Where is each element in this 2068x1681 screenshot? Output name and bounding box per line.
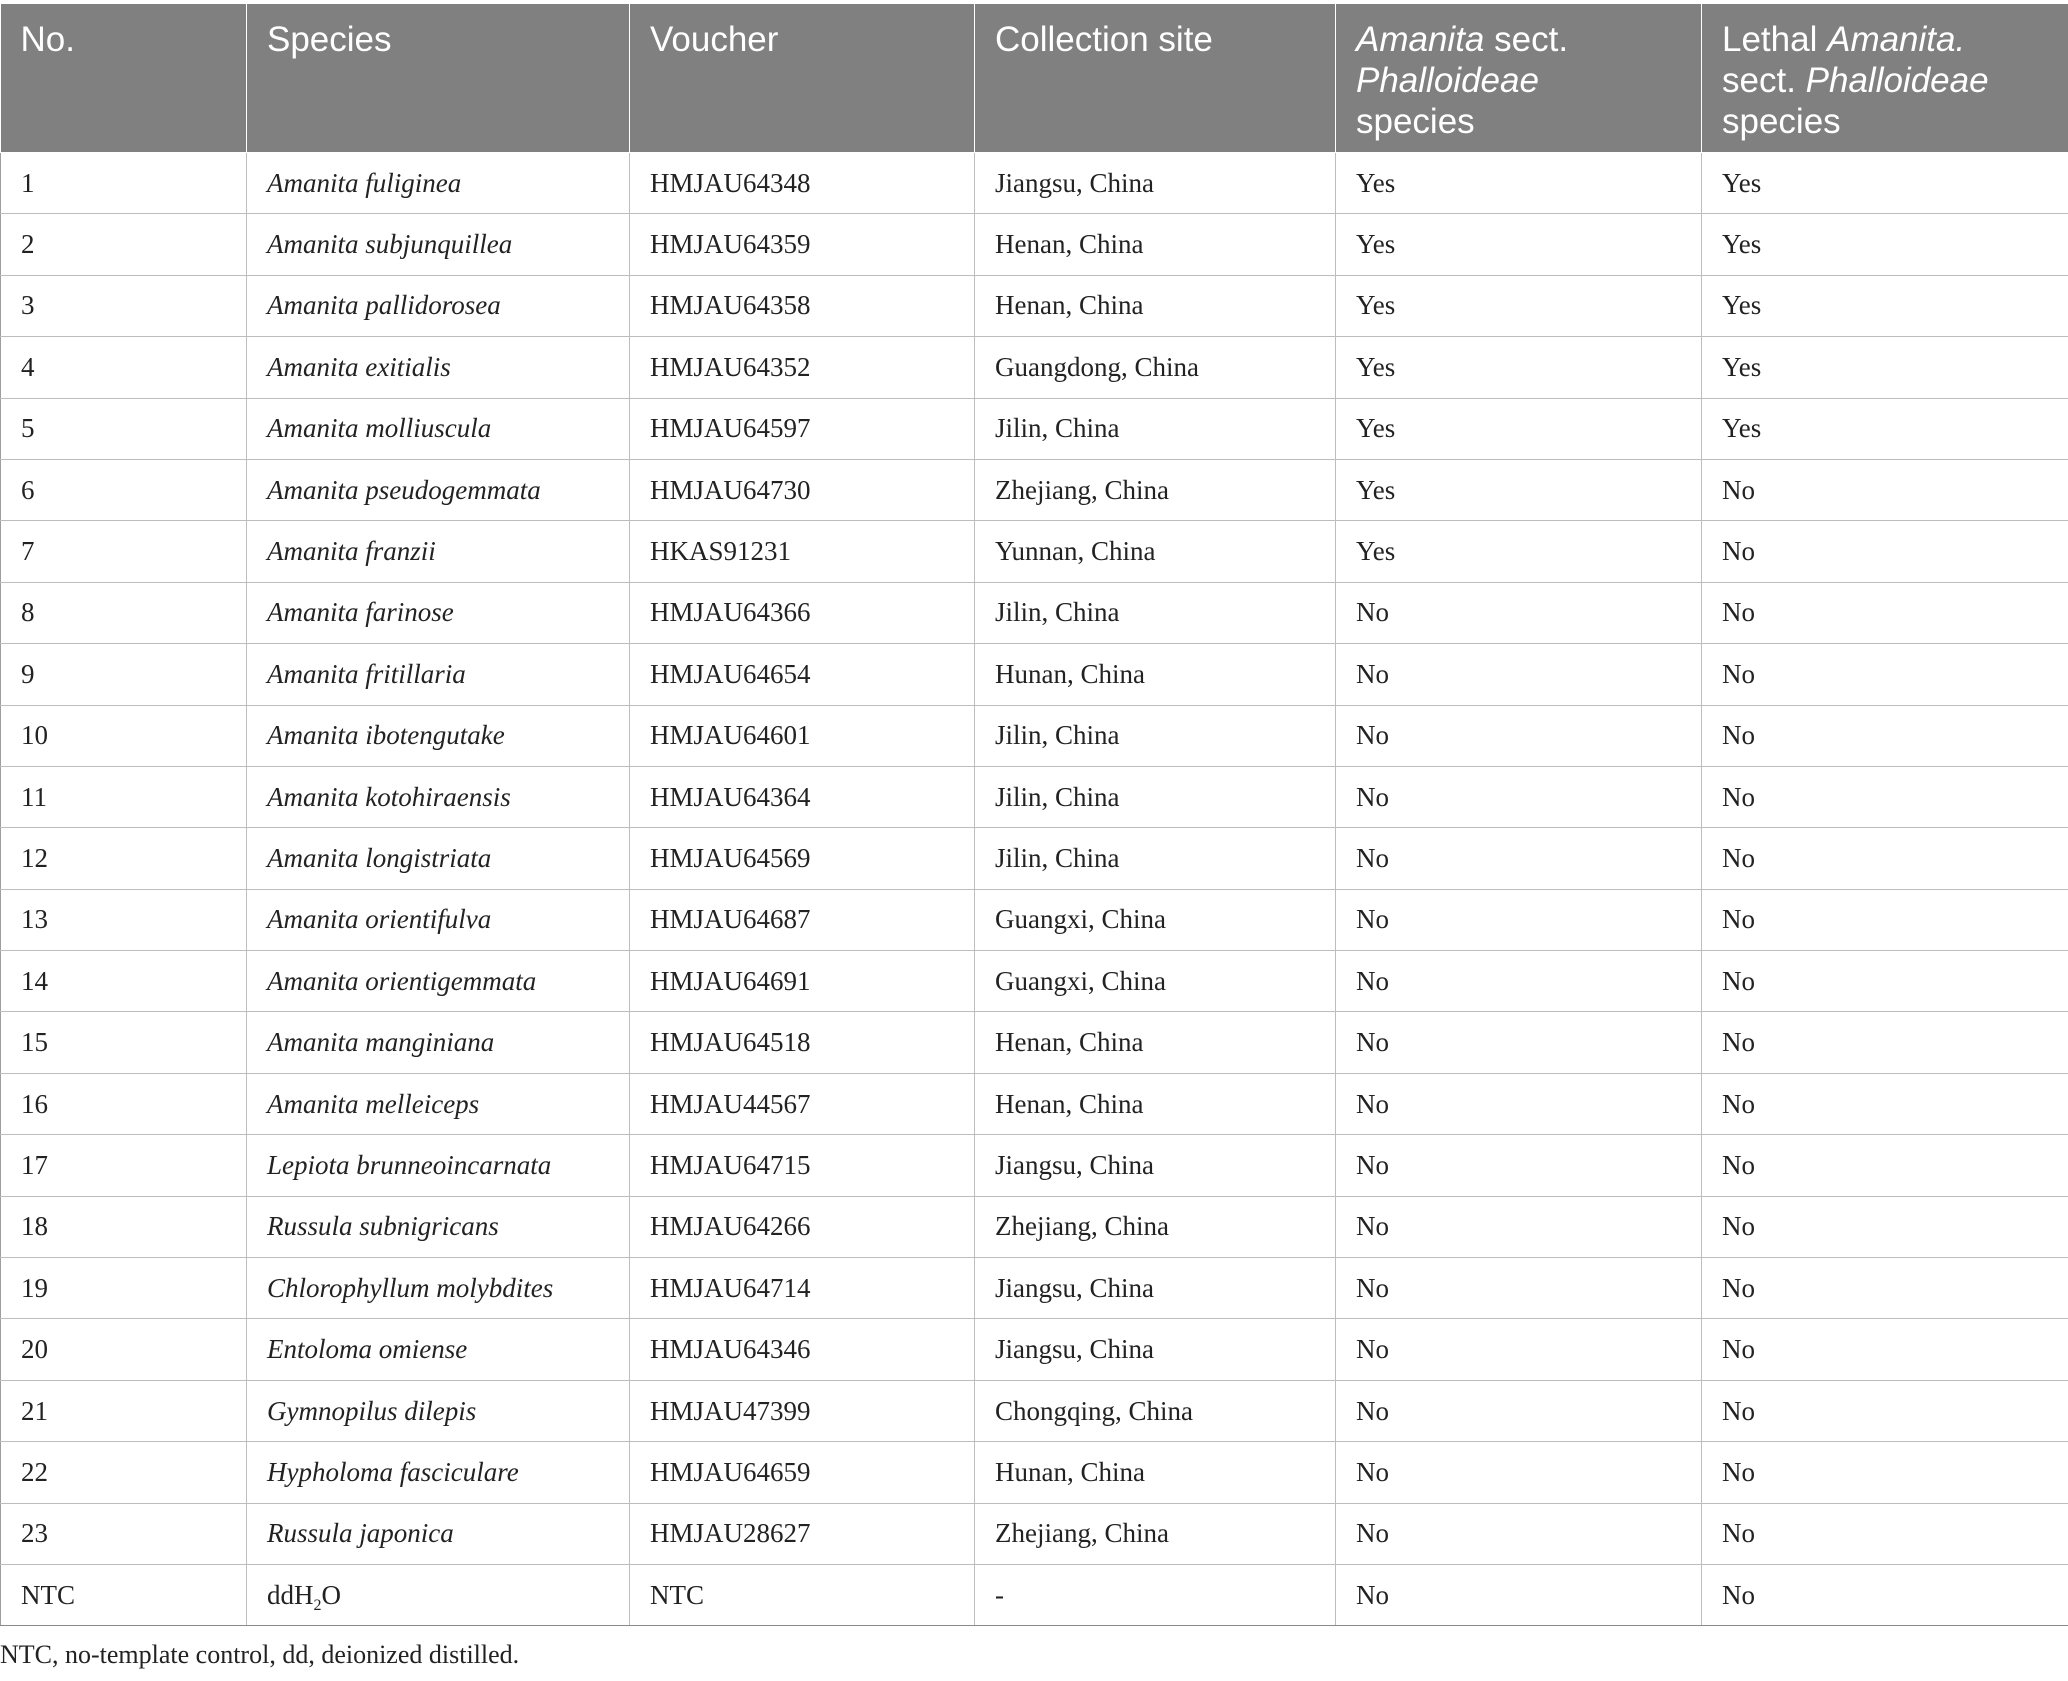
table-footnote: NTC, no-template control, dd, deionized distilled. [0, 1640, 520, 1669]
cell-no: 3 [1, 275, 247, 336]
cell-no: 19 [1, 1258, 247, 1319]
cell-collection-site: Jilin, China [975, 828, 1336, 889]
cell-lethal-phalloideae: Yes [1702, 214, 2068, 275]
cell-voucher: HMJAU64366 [630, 582, 975, 643]
cell-sect-phalloideae: No [1336, 582, 1702, 643]
cell-species: Amanita molliuscula [247, 398, 630, 459]
table-row [1, 521, 2068, 582]
table-row [1, 1503, 2068, 1564]
cell-collection-site: Henan, China [975, 1012, 1336, 1073]
ddh2o-subscript: 2 [313, 1596, 322, 1614]
cell-voucher: NTC [630, 1564, 975, 1625]
cell-lethal-phalloideae: No [1702, 1503, 2068, 1564]
table-row-ntc [1, 1564, 2068, 1625]
cell-species: Amanita pseudogemmata [247, 459, 630, 520]
cell-voucher: HMJAU64348 [630, 153, 975, 214]
cell-collection-site: Jilin, China [975, 398, 1336, 459]
cell-lethal-phalloideae: Yes [1702, 153, 2068, 214]
cell-lethal-phalloideae: No [1702, 644, 2068, 705]
cell-collection-site: Henan, China [975, 214, 1336, 275]
cell-voucher: HMJAU64358 [630, 275, 975, 336]
header-voucher: Voucher [630, 4, 975, 153]
cell-collection-site: - [975, 1564, 1336, 1625]
cell-sect-phalloideae: No [1336, 1258, 1702, 1319]
cell-species: Amanita exitialis [247, 337, 630, 398]
cell-voucher: HMJAU64569 [630, 828, 975, 889]
cell-sect-phalloideae: No [1336, 644, 1702, 705]
cell-sect-phalloideae: Yes [1336, 459, 1702, 520]
table-row [1, 1442, 2068, 1503]
cell-voucher: HMJAU64654 [630, 644, 975, 705]
cell-voucher: HMJAU47399 [630, 1380, 975, 1441]
cell-collection-site: Yunnan, China [975, 521, 1336, 582]
cell-sect-phalloideae: No [1336, 1135, 1702, 1196]
cell-sect-phalloideae: No [1336, 705, 1702, 766]
cell-sect-phalloideae: Yes [1336, 521, 1702, 582]
cell-voucher: HMJAU64714 [630, 1258, 975, 1319]
cell-species: Russula japonica [247, 1503, 630, 1564]
cell-lethal-phalloideae: No [1702, 1073, 2068, 1134]
cell-no: 20 [1, 1319, 247, 1380]
cell-sect-phalloideae: Yes [1336, 214, 1702, 275]
cell-species: Amanita franzii [247, 521, 630, 582]
cell-species: Chlorophyllum molybdites [247, 1258, 630, 1319]
cell-lethal-phalloideae: Yes [1702, 337, 2068, 398]
cell-voucher: HMJAU64601 [630, 705, 975, 766]
cell-species: Russula subnigricans [247, 1196, 630, 1257]
cell-lethal-phalloideae: No [1702, 1319, 2068, 1380]
cell-sect-phalloideae: Yes [1336, 275, 1702, 336]
cell-lethal-phalloideae: No [1702, 951, 2068, 1012]
cell-voucher: HMJAU64266 [630, 1196, 975, 1257]
cell-voucher: HMJAU64597 [630, 398, 975, 459]
header-lethal-prefix: Lethal [1722, 20, 1828, 59]
table-row [1, 1319, 2068, 1380]
cell-lethal-phalloideae: No [1702, 828, 2068, 889]
table-row [1, 766, 2068, 827]
table-row [1, 1196, 2068, 1257]
cell-no: 8 [1, 582, 247, 643]
table-row [1, 214, 2068, 275]
header-no: No. [1, 4, 247, 153]
cell-lethal-phalloideae: No [1702, 459, 2068, 520]
cell-sect-phalloideae: No [1336, 1196, 1702, 1257]
cell-no: 10 [1, 705, 247, 766]
table-row [1, 951, 2068, 1012]
cell-collection-site: Chongqing, China [975, 1380, 1336, 1441]
cell-collection-site: Jilin, China [975, 705, 1336, 766]
cell-species: Gymnopilus dilepis [247, 1380, 630, 1441]
cell-collection-site: Guangdong, China [975, 337, 1336, 398]
ddh2o-tail: O [321, 1579, 341, 1610]
table-row [1, 705, 2068, 766]
cell-no: 21 [1, 1380, 247, 1441]
table-body [1, 153, 2068, 1626]
table-row [1, 889, 2068, 950]
cell-sect-phalloideae: No [1336, 1319, 1702, 1380]
species-table-container [0, 4, 2068, 1626]
cell-lethal-phalloideae: No [1702, 1196, 2068, 1257]
cell-collection-site: Jiangsu, China [975, 1319, 1336, 1380]
cell-sect-phalloideae: No [1336, 889, 1702, 950]
table-row [1, 1380, 2068, 1441]
cell-collection-site: Hunan, China [975, 1442, 1336, 1503]
cell-voucher: HMJAU44567 [630, 1073, 975, 1134]
cell-voucher: HMJAU64518 [630, 1012, 975, 1073]
cell-species: Amanita kotohiraensis [247, 766, 630, 827]
cell-sect-phalloideae: Yes [1336, 398, 1702, 459]
cell-species: Hypholoma fasciculare [247, 1442, 630, 1503]
cell-voucher: HMJAU64364 [630, 766, 975, 827]
cell-voucher: HMJAU64359 [630, 214, 975, 275]
header-lethal-mid: sect. [1722, 61, 1806, 100]
cell-no: 2 [1, 214, 247, 275]
cell-sect-phalloideae: No [1336, 1503, 1702, 1564]
cell-lethal-phalloideae: No [1702, 705, 2068, 766]
cell-sect-phalloideae: Yes [1336, 153, 1702, 214]
table-row [1, 459, 2068, 520]
table-row [1, 582, 2068, 643]
table-row [1, 153, 2068, 214]
table-row [1, 337, 2068, 398]
cell-voucher: HMJAU64346 [630, 1319, 975, 1380]
cell-collection-site: Guangxi, China [975, 951, 1336, 1012]
table-row [1, 1012, 2068, 1073]
cell-lethal-phalloideae: No [1702, 1564, 2068, 1625]
cell-species: Amanita subjunquillea [247, 214, 630, 275]
cell-sect-phalloideae: No [1336, 1012, 1702, 1073]
cell-no: 5 [1, 398, 247, 459]
cell-collection-site: Zhejiang, China [975, 1503, 1336, 1564]
cell-collection-site: Jiangsu, China [975, 153, 1336, 214]
cell-lethal-phalloideae: No [1702, 582, 2068, 643]
cell-voucher: HMJAU64687 [630, 889, 975, 950]
cell-lethal-phalloideae: No [1702, 521, 2068, 582]
table-row [1, 275, 2068, 336]
cell-no: 4 [1, 337, 247, 398]
cell-species: Lepiota brunneoincarnata [247, 1135, 630, 1196]
cell-species [247, 1564, 630, 1625]
cell-voucher: HMJAU64730 [630, 459, 975, 520]
header-lethal-section: Phalloideae [1805, 61, 1989, 100]
header-lethal-genus: Amanita. [1827, 20, 1966, 59]
cell-no: NTC [1, 1564, 247, 1625]
cell-collection-site: Jiangsu, China [975, 1135, 1336, 1196]
table-row [1, 644, 2068, 705]
cell-lethal-phalloideae: No [1702, 1135, 2068, 1196]
header-row [1, 4, 2068, 153]
table-header [1, 4, 2068, 153]
cell-no: 12 [1, 828, 247, 889]
cell-lethal-phalloideae: No [1702, 766, 2068, 827]
cell-lethal-phalloideae: No [1702, 889, 2068, 950]
cell-no: 7 [1, 521, 247, 582]
cell-collection-site: Zhejiang, China [975, 459, 1336, 520]
cell-species: Entoloma omiense [247, 1319, 630, 1380]
table-row [1, 1258, 2068, 1319]
header-lethal-tail: species [1722, 102, 1841, 141]
header-sect-phalloideae [1336, 4, 1702, 153]
cell-lethal-phalloideae: Yes [1702, 275, 2068, 336]
cell-lethal-phalloideae: No [1702, 1258, 2068, 1319]
header-lethal-phalloideae [1702, 4, 2068, 153]
header-sect-genus: Amanita [1356, 20, 1485, 59]
cell-no: 1 [1, 153, 247, 214]
cell-collection-site: Zhejiang, China [975, 1196, 1336, 1257]
cell-lethal-phalloideae: No [1702, 1012, 2068, 1073]
table-row [1, 1135, 2068, 1196]
cell-voucher: HMJAU64659 [630, 1442, 975, 1503]
cell-lethal-phalloideae: Yes [1702, 398, 2068, 459]
cell-sect-phalloideae: No [1336, 1442, 1702, 1503]
cell-no: 13 [1, 889, 247, 950]
cell-sect-phalloideae: No [1336, 766, 1702, 827]
cell-species: Amanita pallidorosea [247, 275, 630, 336]
cell-no: 23 [1, 1503, 247, 1564]
cell-no: 16 [1, 1073, 247, 1134]
header-sect-text: sect. [1484, 20, 1569, 59]
cell-voucher: HMJAU28627 [630, 1503, 975, 1564]
header-species: Species [247, 4, 630, 153]
cell-voucher: HMJAU64715 [630, 1135, 975, 1196]
cell-no: 18 [1, 1196, 247, 1257]
table-row [1, 1073, 2068, 1134]
cell-sect-phalloideae: No [1336, 951, 1702, 1012]
cell-no: 11 [1, 766, 247, 827]
cell-sect-phalloideae: No [1336, 828, 1702, 889]
cell-no: 14 [1, 951, 247, 1012]
cell-lethal-phalloideae: No [1702, 1380, 2068, 1441]
header-sect-tail: species [1356, 102, 1475, 141]
cell-species: Amanita longistriata [247, 828, 630, 889]
cell-no: 9 [1, 644, 247, 705]
cell-collection-site: Henan, China [975, 275, 1336, 336]
cell-collection-site: Jilin, China [975, 582, 1336, 643]
cell-species: Amanita fritillaria [247, 644, 630, 705]
cell-no: 17 [1, 1135, 247, 1196]
cell-species: Amanita manginiana [247, 1012, 630, 1073]
cell-species: Amanita orientigemmata [247, 951, 630, 1012]
cell-voucher: HMJAU64352 [630, 337, 975, 398]
cell-voucher: HKAS91231 [630, 521, 975, 582]
cell-sect-phalloideae: No [1336, 1564, 1702, 1625]
cell-collection-site: Henan, China [975, 1073, 1336, 1134]
cell-collection-site: Hunan, China [975, 644, 1336, 705]
cell-species: Amanita orientifulva [247, 889, 630, 950]
cell-species: Amanita ibotengutake [247, 705, 630, 766]
cell-collection-site: Guangxi, China [975, 889, 1336, 950]
cell-lethal-phalloideae: No [1702, 1442, 2068, 1503]
cell-collection-site: Jiangsu, China [975, 1258, 1336, 1319]
table-row [1, 828, 2068, 889]
cell-voucher: HMJAU64691 [630, 951, 975, 1012]
cell-no: 15 [1, 1012, 247, 1073]
cell-no: 6 [1, 459, 247, 520]
cell-sect-phalloideae: No [1336, 1073, 1702, 1134]
cell-species: Amanita farinose [247, 582, 630, 643]
ddh2o-base: ddH [267, 1579, 314, 1610]
species-table [0, 4, 2068, 1626]
cell-no: 22 [1, 1442, 247, 1503]
header-collection-site: Collection site [975, 4, 1336, 153]
cell-species: Amanita fuliginea [247, 153, 630, 214]
cell-sect-phalloideae: No [1336, 1380, 1702, 1441]
table-row [1, 398, 2068, 459]
cell-collection-site: Jilin, China [975, 766, 1336, 827]
cell-species: Amanita melleiceps [247, 1073, 630, 1134]
header-sect-section: Phalloideae [1356, 61, 1539, 100]
cell-sect-phalloideae: Yes [1336, 337, 1702, 398]
